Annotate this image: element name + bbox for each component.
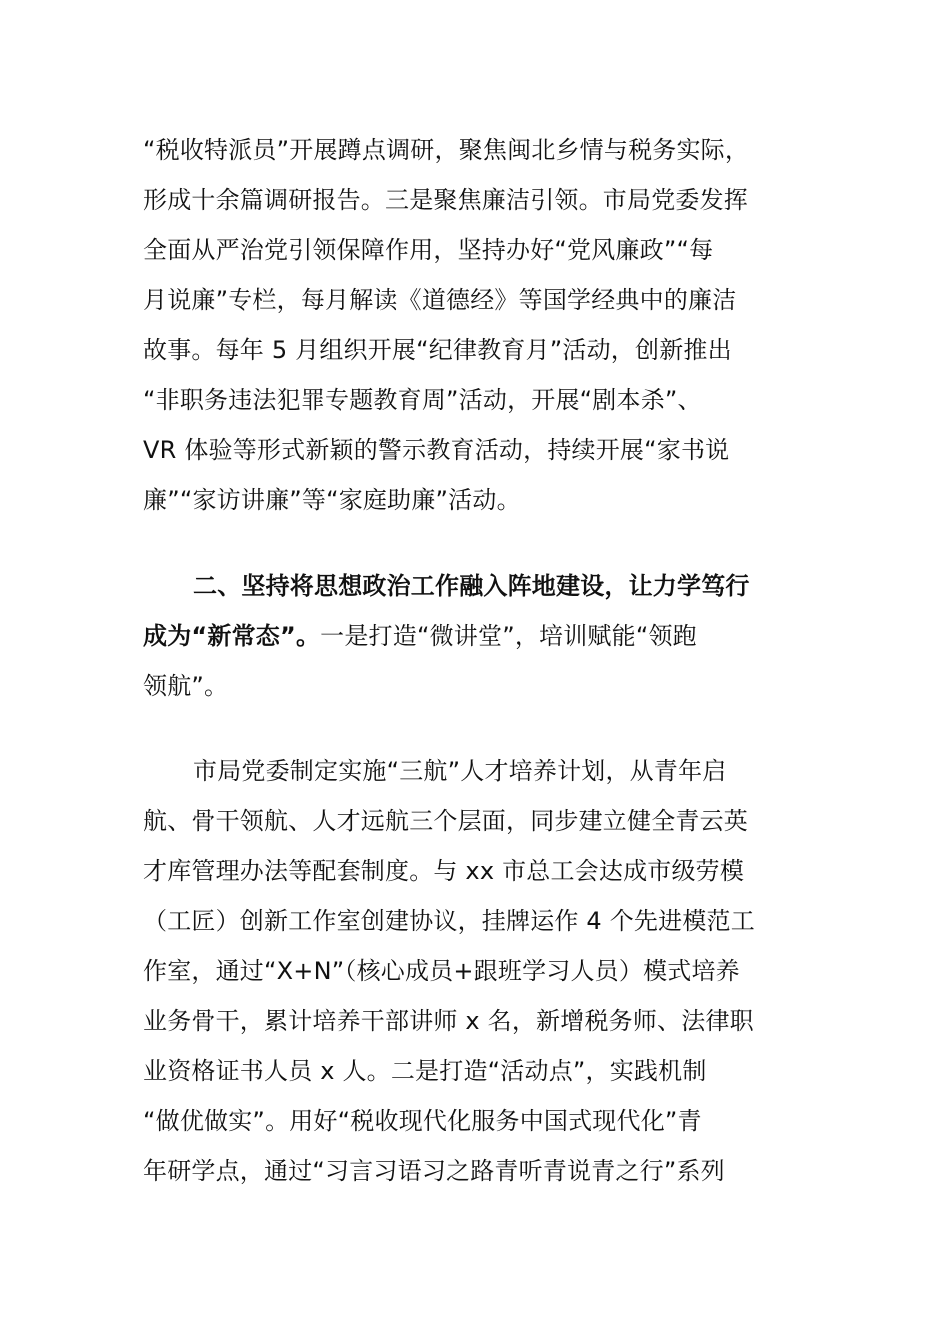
paragraph-2-line-1: 市局党委制定实施“三航”人才培养计划，从青年启 bbox=[193, 757, 727, 785]
paragraph-2-line-5: 作室，通过“X+N”（核心成员+跟班学习人员）模式培养 bbox=[143, 957, 740, 985]
paragraph-2-line-3: 才库管理办法等配套制度。与 xx 市总工会达成市级劳模 bbox=[143, 857, 745, 885]
paragraph-1-line-7: VR 体验等形式新颖的警示教育活动，持续开展“家书说 bbox=[143, 436, 730, 464]
paragraph-2-line-8: “做优做实”。用好“税收现代化服务中国式现代化”青 bbox=[143, 1107, 702, 1135]
paragraph-2-line-7: 业资格证书人员 x 人。二是打造“活动点”，实践机制 bbox=[143, 1057, 707, 1085]
paragraph-2-line-2: 航、骨干领航、人才远航三个层面，同步建立健全青云英 bbox=[143, 807, 748, 835]
paragraph-2-line-6: 业务骨干，累计培养干部讲师 x 名，新增税务师、法律职 bbox=[143, 1007, 754, 1035]
section-heading-line-3: 领航”。 bbox=[143, 672, 229, 700]
section-heading-normal-part: 一是打造“微讲堂”，培训赋能“领跑 bbox=[320, 622, 697, 650]
paragraph-2-line-9: 年研学点，通过“习言习语习之路青听青说青之行”系列 bbox=[143, 1157, 725, 1185]
section-heading-line-2 bbox=[143, 620, 697, 652]
paragraph-1-line-8: 廉”“家访讲廉”等“家庭助廉”活动。 bbox=[143, 486, 521, 514]
paragraph-1-line-3: 全面从严治党引领保障作用，坚持办好“党风廉政”“每 bbox=[143, 236, 714, 264]
paragraph-1-line-4: 月说廉”专栏，每月解读《道德经》等国学经典中的廉洁 bbox=[143, 286, 737, 314]
paragraph-1-line-5: 故事。每年 5 月组织开展“纪律教育月”活动，创新推出 bbox=[143, 336, 732, 364]
paragraph-1-line-1: “税收特派员”开展蹲点调研，聚焦闽北乡情与税务实际， bbox=[143, 136, 750, 164]
paragraph-1-line-6: “非职务违法犯罪专题教育周”活动，开展“剧本杀”、 bbox=[143, 386, 702, 414]
paragraph-1-line-2: 形成十余篇调研报告。三是聚焦廉洁引领。市局党委发挥 bbox=[143, 186, 748, 214]
paragraph-2-line-4: （工匠）创新工作室创建协议，挂牌运作 4 个先进模范工 bbox=[143, 907, 755, 935]
section-heading-line-1: 二、坚持将思想政治工作融入阵地建设，让力学笃行 bbox=[193, 572, 750, 600]
section-heading-bold-part: 成为“新常态”。 bbox=[143, 622, 321, 650]
